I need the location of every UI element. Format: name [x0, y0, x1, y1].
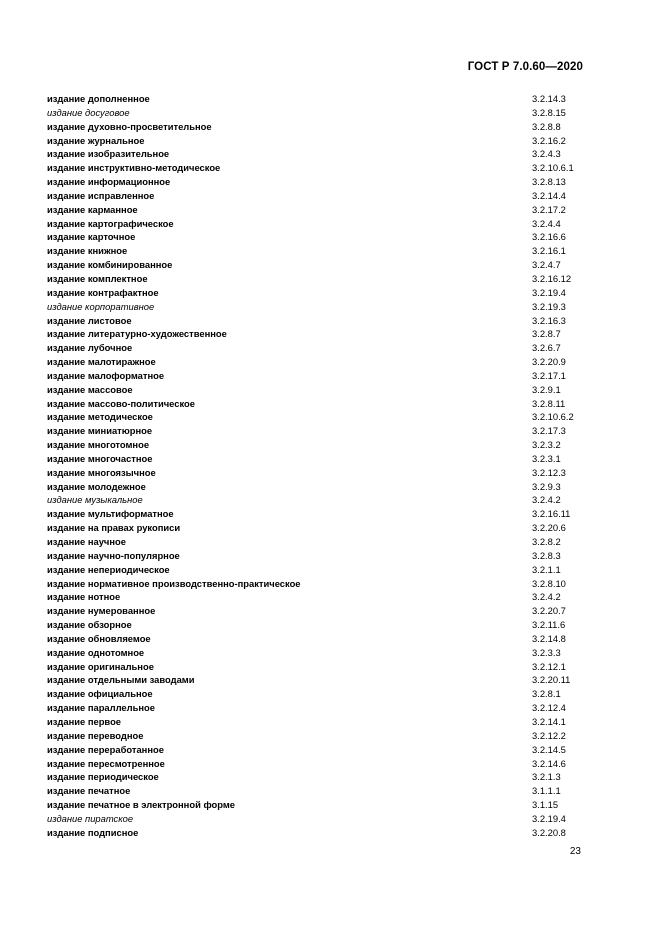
- index-term: издание переводное: [47, 729, 144, 741]
- index-section-ref: 3.2.6.7: [532, 342, 561, 354]
- index-term: издание комплектное: [47, 272, 148, 284]
- index-entry: [47, 355, 587, 369]
- index-section-ref: 3.2.3.2: [532, 439, 561, 451]
- index-section-ref: 3.2.8.11: [532, 397, 566, 409]
- index-term: издание корпоративное: [47, 300, 155, 312]
- index-term: издание музыкальное: [47, 494, 143, 506]
- index-section-ref: 3.2.14.4: [532, 189, 566, 201]
- index-entry: [47, 134, 587, 148]
- index-section-ref: 3.2.1.3: [532, 771, 561, 783]
- index-entry: [47, 743, 587, 757]
- index-section-ref: 3.2.12.4: [532, 702, 566, 714]
- index-term: издание комбинированное: [47, 259, 173, 271]
- index-entry: [47, 106, 587, 120]
- index-term: издание листовое: [47, 314, 132, 326]
- term-index-list: [47, 92, 587, 840]
- index-section-ref: 3.2.14.3: [532, 93, 566, 104]
- index-entry: [47, 577, 587, 591]
- index-term: издание многочастное: [47, 452, 153, 464]
- index-term: издание изобразительное: [47, 148, 170, 160]
- index-entry: [47, 784, 587, 798]
- index-entry: [47, 521, 587, 535]
- index-section-ref: 3.2.17.3: [532, 425, 566, 437]
- index-section-ref: 3.1.15: [532, 799, 559, 811]
- index-term: издание дополненное: [47, 93, 150, 104]
- index-term: издание контрафактное: [47, 286, 159, 298]
- index-term: издание миниатюрное: [47, 425, 153, 437]
- index-term: издание духовно-просветительное: [47, 120, 212, 132]
- index-term: издание пересмотренное: [47, 757, 165, 769]
- index-term: издание научно-популярное: [47, 549, 180, 561]
- index-entry: [47, 549, 587, 563]
- index-section-ref: 3.2.4.4: [532, 217, 561, 229]
- index-section-ref: 3.2.20.9: [532, 356, 566, 368]
- index-term: издание отдельными заводами: [47, 674, 195, 686]
- index-section-ref: 3.2.8.13: [532, 176, 566, 188]
- index-term: издание карточное: [47, 231, 136, 243]
- index-section-ref: 3.2.3.3: [532, 646, 561, 658]
- index-term: издание мультиформатное: [47, 508, 174, 520]
- index-section-ref: 3.2.16.3: [532, 314, 566, 326]
- index-term: издание журнальное: [47, 134, 145, 146]
- index-section-ref: 3.2.10.6.1: [532, 162, 574, 174]
- index-section-ref: 3.2.16.6: [532, 231, 566, 243]
- index-entry: [47, 604, 587, 618]
- index-section-ref: 3.2.8.7: [532, 328, 561, 340]
- index-entry: [47, 189, 587, 203]
- index-section-ref: 3.2.12.3: [532, 466, 566, 478]
- index-term: издание печатное: [47, 785, 131, 797]
- index-entry: [47, 660, 587, 674]
- index-term: издание печатное в электронной форме: [47, 799, 236, 811]
- index-entry: [47, 535, 587, 549]
- index-section-ref: 3.2.8.3: [532, 549, 561, 561]
- index-entry: [47, 147, 587, 161]
- index-term: издание картографическое: [47, 217, 174, 229]
- index-entry: [47, 203, 587, 217]
- index-entry: [47, 687, 587, 701]
- index-entry: [47, 397, 587, 411]
- index-entry: [47, 618, 587, 632]
- index-entry: [47, 563, 587, 577]
- page-number: 23: [569, 846, 581, 857]
- index-entry: [47, 590, 587, 604]
- index-section-ref: 3.2.14.1: [532, 715, 566, 727]
- index-term: издание нумерованное: [47, 605, 156, 617]
- index-section-ref: 3.2.8.15: [532, 106, 566, 118]
- index-term: издание научное: [47, 536, 126, 547]
- index-section-ref: 3.2.12.1: [532, 660, 566, 672]
- index-entry: [47, 120, 587, 134]
- index-section-ref: 3.2.4.7: [532, 259, 561, 271]
- index-section-ref: 3.2.20.8: [532, 826, 566, 838]
- index-section-ref: 3.2.8.2: [532, 536, 561, 547]
- index-section-ref: 3.2.10.6.2: [532, 411, 574, 423]
- index-section-ref: 3.2.19.3: [532, 300, 566, 312]
- index-term: издание на правах рукописи: [47, 522, 181, 534]
- index-term: издание подписное: [47, 826, 139, 838]
- index-section-ref: 3.2.11.6: [532, 619, 566, 631]
- index-entry: [47, 161, 587, 175]
- index-term: издание малоформатное: [47, 369, 165, 381]
- index-term: издание инструктивно-методическое: [47, 162, 221, 174]
- index-entry: [47, 812, 587, 826]
- index-term: издание методическое: [47, 411, 153, 423]
- index-section-ref: 3.2.8.1: [532, 688, 561, 700]
- index-term: издание книжное: [47, 245, 128, 257]
- index-section-ref: 3.2.16.12: [532, 272, 572, 284]
- index-section-ref: 3.2.9.1: [532, 383, 561, 395]
- index-term: издание массово-политическое: [47, 397, 195, 409]
- index-entry: [47, 175, 587, 189]
- index-entry: [47, 258, 587, 272]
- index-section-ref: 3.2.12.2: [532, 729, 566, 741]
- index-entry: [47, 383, 587, 397]
- index-term: издание информационное: [47, 176, 171, 188]
- index-entry: [47, 757, 587, 771]
- index-entry: [47, 493, 587, 507]
- index-section-ref: 3.2.16.2: [532, 134, 566, 146]
- index-entry: [47, 466, 587, 480]
- index-section-ref: 3.2.14.5: [532, 743, 566, 755]
- index-entry: [47, 507, 587, 521]
- index-term: издание исправленное: [47, 189, 155, 201]
- index-term: издание нормативное производственно-практическое: [47, 577, 301, 589]
- index-term: издание литературно-художественное: [47, 328, 227, 340]
- document-header: [468, 59, 583, 75]
- index-section-ref: 3.2.8.8: [532, 120, 561, 132]
- index-section-ref: 3.1.1.1: [532, 785, 561, 797]
- index-term: издание досуговое: [47, 106, 130, 118]
- index-entry: [47, 729, 587, 743]
- index-entry: [47, 701, 587, 715]
- index-term: издание молодежное: [47, 480, 146, 492]
- index-term: издание пиратское: [47, 812, 134, 824]
- index-term: издание многотомное: [47, 439, 150, 451]
- index-section-ref: 3.2.14.6: [532, 757, 566, 769]
- index-entry: [47, 314, 587, 328]
- index-term: издание малотиражное: [47, 356, 156, 368]
- index-section-ref: 3.2.3.1: [532, 452, 561, 464]
- index-term: издание массовое: [47, 383, 133, 395]
- index-section-ref: 3.2.17.1: [532, 369, 566, 381]
- index-section-ref: 3.2.16.1: [532, 245, 566, 257]
- index-section-ref: 3.2.4.2: [532, 494, 561, 506]
- document-id: ГОСТ Р 7.0.60—2020: [467, 61, 583, 73]
- index-section-ref: 3.2.4.3: [532, 148, 561, 160]
- index-section-ref: 3.2.20.7: [532, 605, 566, 617]
- index-entry: [47, 798, 587, 812]
- index-entry: [47, 424, 587, 438]
- index-entry: [47, 217, 587, 231]
- index-section-ref: 3.2.20.11: [532, 674, 571, 686]
- index-section-ref: 3.2.14.8: [532, 632, 566, 644]
- index-section-ref: 3.2.9.3: [532, 480, 561, 492]
- index-entry: [47, 452, 587, 466]
- index-section-ref: 3.2.1.1: [532, 563, 561, 575]
- index-entry: [47, 341, 587, 355]
- index-section-ref: 3.2.20.6: [532, 522, 566, 534]
- index-section-ref: 3.2.19.4: [532, 812, 566, 824]
- index-term: издание лубочное: [47, 342, 133, 354]
- index-entry: [47, 369, 587, 383]
- index-term: издание параллельное: [47, 702, 155, 714]
- index-term: издание обновляемое: [47, 632, 151, 644]
- index-entry: [47, 715, 587, 729]
- index-entry: [47, 300, 587, 314]
- index-term: издание карманное: [47, 203, 138, 215]
- index-term: издание официальное: [47, 688, 153, 700]
- index-entry: [47, 438, 587, 452]
- index-term: издание однотомное: [47, 646, 145, 658]
- index-term: издание многоязычное: [47, 466, 156, 478]
- index-entry: [47, 327, 587, 341]
- index-term: издание оригинальное: [47, 660, 154, 672]
- index-term: издание нотное: [47, 591, 121, 603]
- index-entry: [47, 286, 587, 300]
- index-section-ref: 3.2.4.2: [532, 591, 561, 603]
- index-term: издание обзорное: [47, 619, 132, 631]
- index-entry: [47, 272, 587, 286]
- index-term: издание первое: [47, 715, 122, 727]
- index-section-ref: 3.2.19.4: [532, 286, 566, 298]
- index-term: издание переработанное: [47, 743, 164, 755]
- index-entry: [47, 673, 587, 687]
- index-term: издание непериодическое: [47, 563, 170, 575]
- index-term: издание периодическое: [47, 771, 159, 783]
- index-entry: [47, 632, 587, 646]
- index-entry: [47, 826, 587, 840]
- index-section-ref: 3.2.17.2: [532, 203, 566, 215]
- index-entry: [47, 410, 587, 424]
- index-section-ref: 3.2.16.11: [532, 508, 571, 520]
- index-entry: [47, 480, 587, 494]
- index-entry: [47, 770, 587, 784]
- index-section-ref: 3.2.8.10: [532, 577, 566, 589]
- index-entry: [47, 92, 587, 106]
- index-entry: [47, 244, 587, 258]
- index-entry: [47, 646, 587, 660]
- index-entry: [47, 230, 587, 244]
